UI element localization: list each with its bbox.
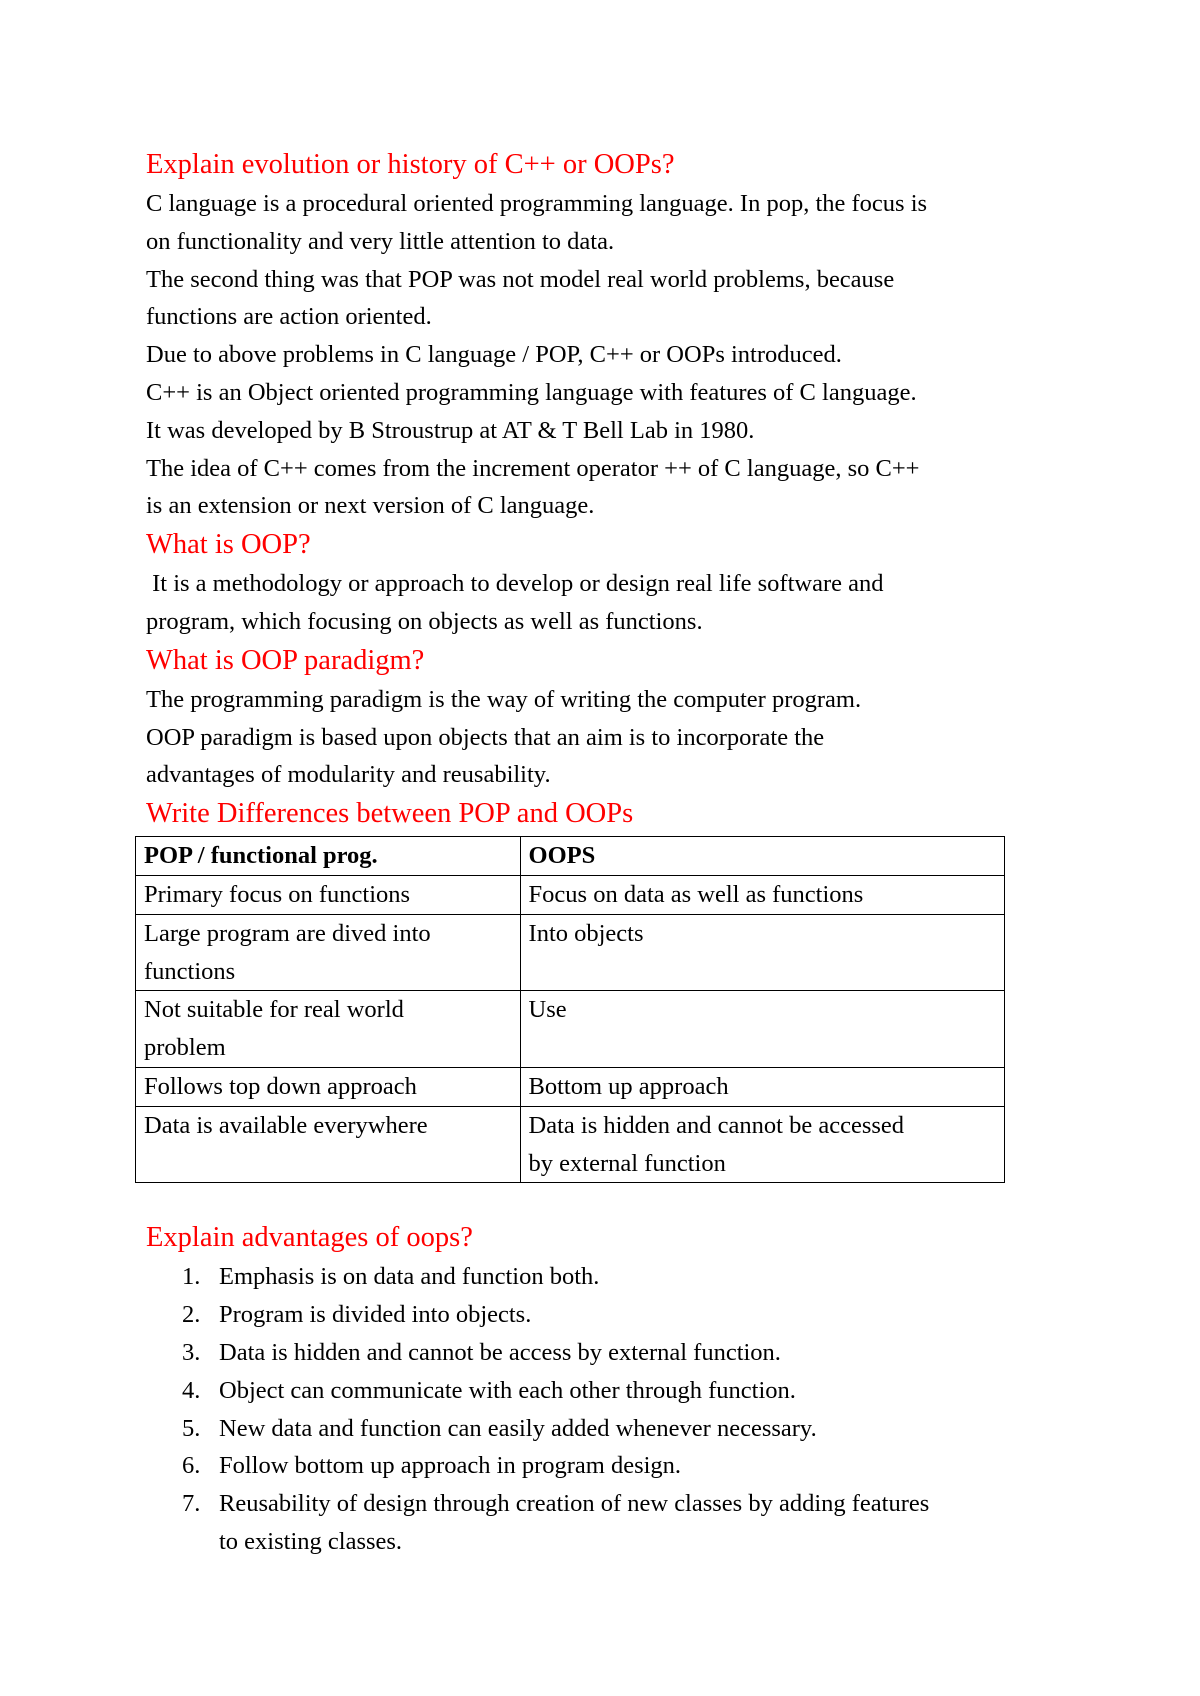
- table-cell: [136, 1067, 521, 1106]
- document-page: [146, 145, 1086, 1561]
- list-text: Program is divided into objects.: [219, 1301, 532, 1329]
- text-line: The idea of C++ comes from the increment operator ++ of C language, so C++: [146, 454, 920, 482]
- table-cell: [136, 991, 521, 1068]
- header-text: OOPS: [528, 842, 596, 870]
- cell-text: Primary focus on functions: [144, 880, 411, 908]
- table-row: [136, 875, 1005, 914]
- list-number: 4.: [182, 1376, 201, 1404]
- text-line: The second thing was that POP was not model real world problems, because: [146, 265, 895, 293]
- table-cell: [520, 875, 1004, 914]
- paragraph-oop-paradigm: [146, 681, 1086, 794]
- text-line: advantages of modularity and reusability.: [146, 761, 551, 789]
- cell-text: Large program are dived into: [144, 919, 431, 947]
- cell-text: Bottom up approach: [528, 1072, 729, 1100]
- heading-history: Explain evolution or history of C++ or OOPs?: [146, 149, 675, 180]
- cell-text: Into objects: [528, 919, 644, 947]
- table-header-row: [136, 837, 1005, 876]
- text-line: C language is a procedural oriented programming language. In pop, the focus is: [146, 190, 928, 217]
- cell-text: Data is available everywhere: [144, 1111, 428, 1139]
- text-line: program, which focusing on objects as well as functions.: [146, 607, 703, 635]
- text-line: functions are action oriented.: [146, 303, 432, 331]
- text-line: Due to above problems in C language / POP, C++ or OOPs introduced.: [146, 341, 842, 369]
- list-item: [146, 1296, 1086, 1334]
- table-cell: [520, 914, 1004, 991]
- table-row: [136, 914, 1005, 991]
- list-text: Follow bottom up approach in program design.: [219, 1452, 682, 1480]
- list-number: 3.: [182, 1338, 201, 1366]
- list-text: Reusability of design through creation of new classes by adding features: [219, 1490, 930, 1518]
- list-item: [146, 1447, 1086, 1485]
- paragraph-what-is-oop: [146, 565, 1086, 641]
- text-line: It was developed by B Stroustrup at AT & T Bell Lab in 1980.: [146, 416, 755, 444]
- list-text: Data is hidden and cannot be access by external function.: [219, 1338, 781, 1366]
- paragraph-history: [146, 185, 1086, 525]
- text-line: C++ is an Object oriented programming language with features of C language.: [146, 378, 917, 406]
- spacer: [146, 1183, 1086, 1218]
- list-text: Object can communicate with each other through function.: [219, 1376, 796, 1404]
- list-number: 7.: [182, 1490, 201, 1518]
- table-header-cell-pop: [136, 837, 521, 876]
- list-item: [146, 1410, 1086, 1448]
- heading-differences: Write Differences between POP and OOPs: [146, 798, 634, 830]
- cell-text: functions: [144, 957, 236, 985]
- cell-text: by external function: [528, 1149, 726, 1177]
- list-item: [146, 1485, 1086, 1561]
- cell-text: Follows top down approach: [144, 1072, 417, 1100]
- text-line: The programming paradigm is the way of writing the computer program.: [146, 685, 862, 713]
- list-text: New data and function can easily added whenever necessary.: [219, 1414, 817, 1442]
- table-cell: [136, 1106, 521, 1183]
- text-line: OOP paradigm is based upon objects that an aim is to incorporate the: [146, 723, 825, 751]
- table-row: [136, 1067, 1005, 1106]
- heading-oop-paradigm: What is OOP paradigm?: [146, 644, 425, 676]
- differences-table: [135, 836, 1005, 1183]
- table-cell: [520, 991, 1004, 1068]
- heading-advantages: Explain advantages of oops?: [146, 1222, 473, 1254]
- table-cell: [520, 1106, 1004, 1183]
- table-header-cell-oops: [520, 837, 1004, 876]
- list-number: 5.: [182, 1414, 201, 1442]
- header-text: POP / functional prog.: [144, 842, 378, 870]
- table-cell: [520, 1067, 1004, 1106]
- heading-what-is-oop: What is OOP?: [146, 529, 311, 561]
- cell-text: Focus on data as well as functions: [528, 880, 864, 908]
- cell-text: Data is hidden and cannot be accessed: [528, 1111, 905, 1139]
- table-row: [136, 1106, 1005, 1183]
- advantages-list: [146, 1258, 1086, 1560]
- list-item: [146, 1372, 1086, 1410]
- text-line: is an extension or next version of C language.: [146, 492, 595, 520]
- cell-text: problem: [144, 1034, 226, 1062]
- list-number: 2.: [182, 1301, 201, 1329]
- list-text: Emphasis is on data and function both.: [219, 1263, 600, 1291]
- cell-text: Not suitable for real world: [144, 996, 404, 1024]
- table-cell: [136, 914, 521, 991]
- text-line: It is a methodology or approach to develop or design real life software and: [146, 570, 884, 598]
- table-cell: [136, 875, 521, 914]
- list-number: 1.: [182, 1263, 201, 1291]
- list-item: [146, 1258, 1086, 1296]
- table-row: [136, 991, 1005, 1068]
- text-line: on functionality and very little attention to data.: [146, 227, 615, 255]
- list-item: [146, 1334, 1086, 1372]
- cell-text: Use: [528, 996, 567, 1024]
- list-number: 6.: [182, 1452, 201, 1480]
- list-text: to existing classes.: [219, 1527, 403, 1555]
